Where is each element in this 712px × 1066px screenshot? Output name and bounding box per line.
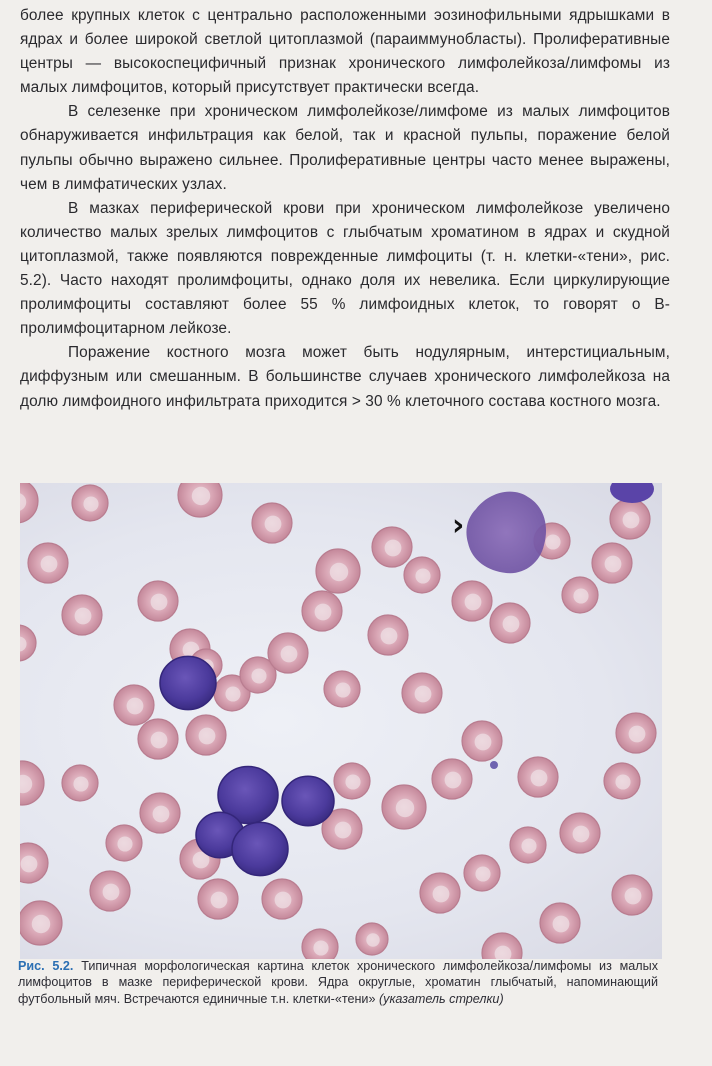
body-text — [20, 4, 670, 414]
paragraph: В селезенке при хроническом лимфолейкозе/лимфоме из малых лимфоцитов обнаруживается инфильтрация как белой, так и красной пульпы, поражение белой пульпы обычно выражено сильнее. Пролиферативные центры часто менее выражены, чем в лимфатических узлах. — [20, 103, 670, 193]
red-blood-cell — [612, 875, 652, 915]
blood-smear-figure — [20, 483, 662, 959]
red-blood-cell — [72, 485, 108, 521]
red-blood-cell — [324, 671, 360, 707]
red-blood-cell — [562, 577, 598, 613]
red-blood-cell — [198, 879, 238, 919]
lymphocyte — [160, 656, 216, 709]
red-blood-cell — [462, 721, 502, 761]
red-blood-cell — [140, 793, 180, 833]
lymphocyte — [232, 822, 288, 875]
red-blood-cell — [28, 543, 68, 583]
red-blood-cell — [560, 813, 600, 853]
red-blood-cell — [464, 855, 500, 891]
red-blood-cell — [616, 713, 656, 753]
red-blood-cell — [178, 483, 222, 517]
smudge-cell — [466, 492, 546, 574]
red-blood-cell — [138, 719, 178, 759]
blood-smear-image — [20, 483, 662, 959]
red-blood-cell — [356, 923, 388, 955]
red-blood-cell — [610, 499, 650, 539]
red-blood-cell — [186, 715, 226, 755]
red-blood-cell — [510, 827, 546, 863]
pointer-arrow-icon: › — [452, 508, 465, 543]
red-blood-cell — [20, 625, 36, 661]
red-blood-cell — [20, 761, 44, 805]
red-blood-cell — [268, 633, 308, 673]
red-blood-cell — [452, 581, 492, 621]
paragraph: более крупных клеток с центрально расположенными эозинофильными ядрышками в ядрах и более широкой светлой цитоплазмой (параиммунобласты). Пролиферативные центры — высокоспецифичный признак хронического лимфолейкоза/лимфомы из малых лимфоцитов, который присутствует практически всегда. — [20, 7, 670, 97]
lymphocyte — [282, 776, 334, 825]
partial-cell — [610, 483, 654, 503]
red-blood-cell — [106, 825, 142, 861]
figure-caption — [18, 958, 658, 1007]
red-blood-cell — [372, 527, 412, 567]
red-blood-cell — [62, 765, 98, 801]
red-blood-cell — [518, 757, 558, 797]
caption-text: Типичная морфологическая картина клеток хронического лимфолейкоза/лимфомы из малых лимфоцитов в мазке периферической крови. Ядра округлые, хроматин глыбчатый, напоминающий футбольный мяч. Встречаются единичные т.н. клетки-«тени» — [18, 959, 658, 1006]
paragraph: Поражение костного мозга может быть нодулярным, интерстициальным, диффузным или смешанным. В большинстве случаев хронического лимфолейкоза на долю лимфоидного инфильтрата приходится > 30 % клеточного состава костного мозга. — [20, 344, 670, 410]
red-blood-cell — [62, 595, 102, 635]
red-blood-cell — [114, 685, 154, 725]
red-blood-cell — [420, 873, 460, 913]
red-blood-cell — [138, 581, 178, 621]
red-blood-cell — [592, 543, 632, 583]
paragraph: В мазках периферической крови при хроническом лимфолейкозе увеличено количество малых зрелых лимфоцитов с глыбчатым хроматином в ядрах и скудной цитоплазмой, также появляются поврежденные лимфоциты (т. н. клетки-«тени», рис. 5.2). Часто находят пролимфоциты, однако доля их невелика. Если циркулирующие пролимфоциты составляют более 55 % лимфоидных клеток, то говорят о В-пролимфоцитарном лейкозе. — [20, 199, 670, 338]
red-blood-cell — [404, 557, 440, 593]
red-blood-cell — [262, 879, 302, 919]
red-blood-cell — [540, 903, 580, 943]
caption-note: (указатель стрелки) — [378, 991, 504, 1006]
platelet — [490, 761, 498, 769]
red-blood-cell — [382, 785, 426, 829]
red-blood-cell — [302, 929, 338, 959]
red-blood-cell — [604, 763, 640, 799]
red-blood-cell — [302, 591, 342, 631]
red-blood-cell — [334, 763, 370, 799]
red-blood-cell — [90, 871, 130, 911]
red-blood-cell — [402, 673, 442, 713]
red-blood-cell — [20, 483, 38, 523]
red-blood-cell — [490, 603, 530, 643]
red-blood-cell — [252, 503, 292, 543]
red-blood-cell — [20, 843, 48, 883]
caption-label: Рис. 5.2. — [18, 959, 74, 973]
red-blood-cell — [482, 933, 522, 959]
red-blood-cell — [432, 759, 472, 799]
red-blood-cell — [20, 901, 62, 945]
red-blood-cell — [368, 615, 408, 655]
red-blood-cell — [316, 549, 360, 593]
